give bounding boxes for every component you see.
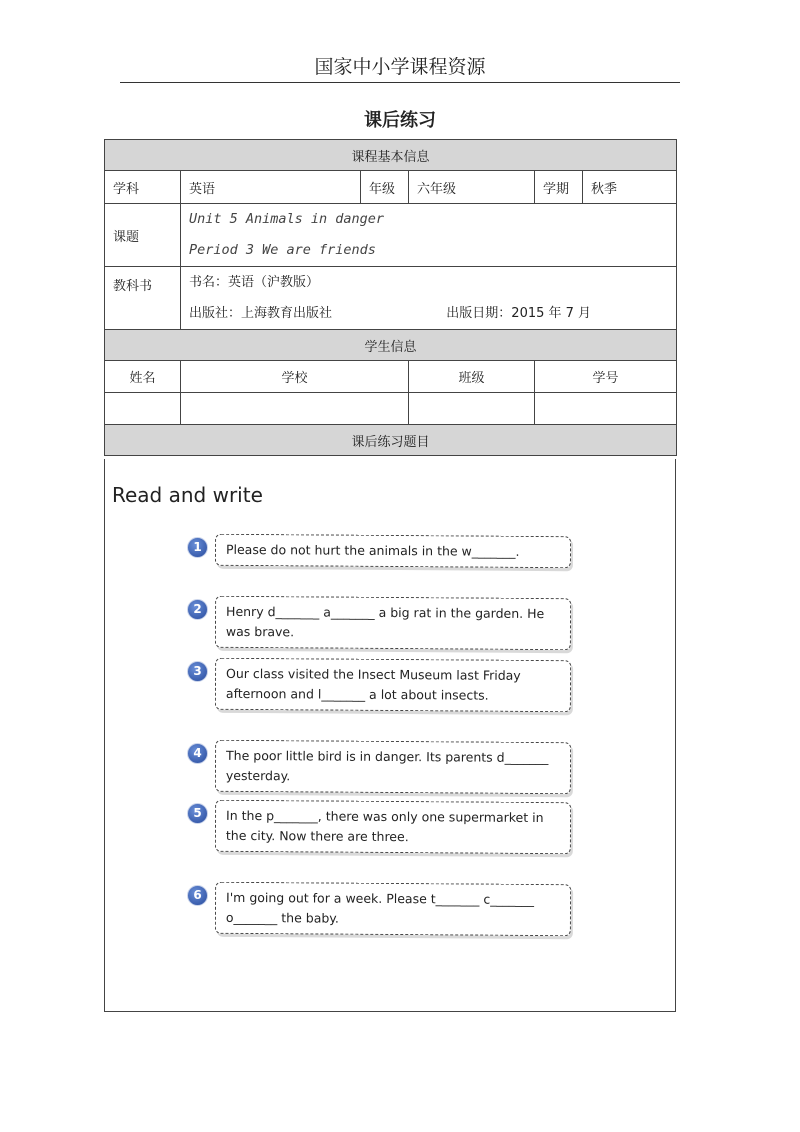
number-badge-icon: 2 xyxy=(187,599,208,620)
grade-label: 年级 xyxy=(361,171,409,204)
sentence-bubble[interactable]: Our class visited the Insect Museum last Friday afternoon and l_______ a lot about insects. xyxy=(215,658,571,712)
course-info-table xyxy=(104,139,677,456)
sentence-bubble[interactable]: Please do not hurt the animals in the w_______. xyxy=(215,534,571,568)
subject-label: 学科 xyxy=(105,171,181,204)
sentence-bubble[interactable]: I'm going out for a week. Please t_______ c_______ o_______ the baby. xyxy=(215,882,571,936)
document-title: 课后练习 xyxy=(364,110,436,131)
student-class-cell[interactable] xyxy=(409,393,535,425)
student-name-cell[interactable] xyxy=(105,393,181,425)
exercise-title: Read and write xyxy=(112,483,263,507)
topic-unit: Unit 5 Animals in danger xyxy=(189,211,385,227)
publish-date: 出版日期：2015 年 7 月 xyxy=(446,306,592,321)
number-badge-icon: 4 xyxy=(187,743,208,764)
sentence-bubble[interactable]: Henry d_______ a_______ a big rat in the garden. He was brave. xyxy=(215,596,571,650)
header-divider xyxy=(120,82,680,83)
student-info-band: 学生信息 xyxy=(105,330,677,361)
student-school-cell[interactable] xyxy=(181,393,409,425)
topic-period: Period 3 We are friends xyxy=(189,242,376,258)
grade-value: 六年级 xyxy=(409,171,535,204)
number-badge-icon: 3 xyxy=(187,661,208,682)
student-id-cell[interactable] xyxy=(535,393,677,425)
number-badge-icon: 5 xyxy=(187,803,208,824)
term-value: 秋季 xyxy=(583,171,677,204)
student-class-header: 班级 xyxy=(409,361,535,393)
term-label: 学期 xyxy=(535,171,583,204)
student-school-header: 学校 xyxy=(181,361,409,393)
publisher: 出版社：上海教育出版社 xyxy=(189,306,333,321)
student-name-header: 姓名 xyxy=(105,361,181,393)
number-badge-icon: 1 xyxy=(187,537,208,558)
student-id-header: 学号 xyxy=(535,361,677,393)
exercise-band: 课后练习题目 xyxy=(105,425,677,456)
sentence-bubble[interactable]: The poor little bird is in danger. Its parents d_______ yesterday. xyxy=(215,740,571,794)
book-name: 书名：英语（沪教版） xyxy=(189,275,320,290)
subject-value: 英语 xyxy=(181,171,361,204)
page-header-title: 国家中小学课程资源 xyxy=(314,56,486,78)
exercise-area xyxy=(104,459,676,1012)
textbook-label: 教科书 xyxy=(105,267,181,330)
number-badge-icon: 6 xyxy=(187,885,208,906)
sentence-bubble[interactable]: In the p_______, there was only one supermarket in the city. Now there are three. xyxy=(215,800,571,854)
course-info-band: 课程基本信息 xyxy=(105,140,677,171)
topic-label: 课题 xyxy=(105,204,181,267)
